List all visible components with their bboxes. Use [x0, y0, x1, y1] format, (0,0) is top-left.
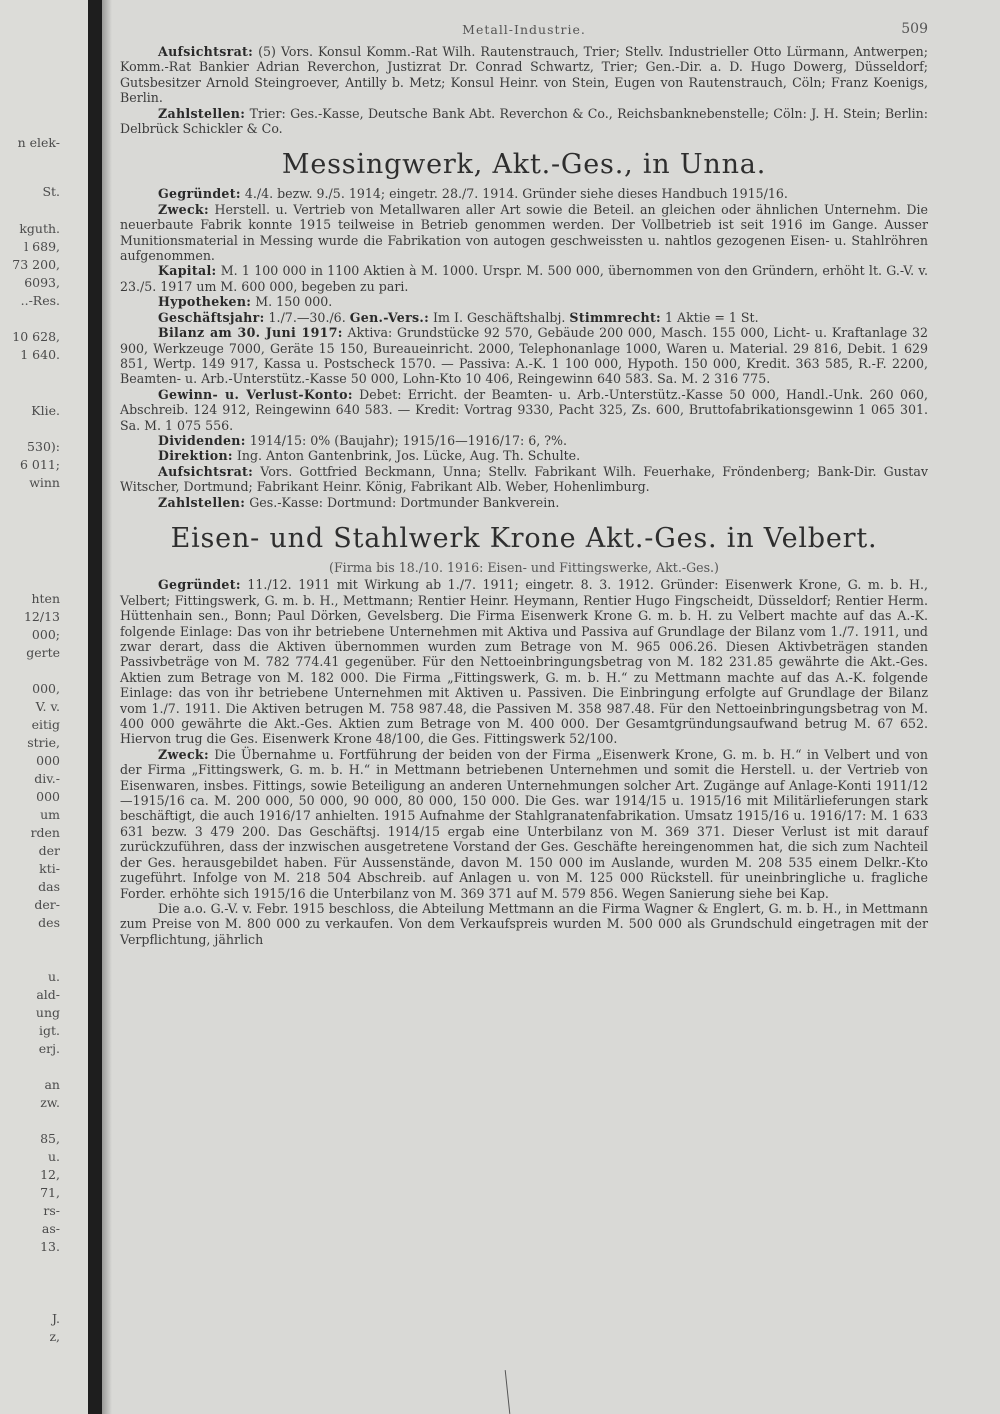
company-block-krone — [120, 577, 928, 947]
margin-fragment: 000; — [31, 627, 60, 642]
margin-fragment: der — [38, 843, 60, 858]
entry-gewinn-verlust: Gewinn- u. Verlust-Konto: Debet: Erricht. der Beamten- u. Arb.-Unterstütz.-Kasse 50 000, Handl.-Unk. 260 060, Abschreib. 124 912, Reingewinn 640 583. — Kredit: Vortrag 9330, Pacht 325, Zs. 600, Bruttofabrikationsgewinn 1 065 301. Sa. M. 1 075 556. — [120, 386, 928, 433]
book-gutter — [88, 0, 102, 1414]
prev-company-tail — [120, 44, 928, 136]
company-title-krone: Eisen- und Stahlwerk Krone Akt.-Ges. in Velbert. — [170, 522, 878, 554]
margin-fragment: u. — [47, 1149, 60, 1164]
margin-fragment: eitig — [31, 717, 60, 732]
margin-fragment: kti- — [39, 861, 60, 876]
margin-fragment: an — [44, 1077, 60, 1092]
margin-fragment: ald- — [36, 987, 60, 1002]
entry-geschaeftsjahr: Geschäftsjahr: 1./7.—30./6. Gen.-Vers.: Im I. Geschäftshalbj. Stimmrecht: 1 Aktie = 1 St. — [158, 309, 759, 325]
page-content — [120, 22, 928, 947]
margin-fragment: l 689, — [24, 239, 60, 254]
entry-hypotheken: Hypotheken: M. 150 000. — [158, 294, 333, 310]
company-block-messingwerk — [120, 186, 928, 510]
margin-fragment: u. — [47, 969, 60, 984]
margin-fragment: Klie. — [31, 403, 60, 418]
entry-direktion: Direktion: Ing. Anton Gantenbrink, Jos. Lücke, Aug. Th. Schulte. — [158, 448, 581, 464]
entry-zahlstellen-2: Zahlstellen: Ges.-Kasse: Dortmund: Dortmunder Bankverein. — [158, 494, 560, 510]
margin-fragment: ung — [35, 1005, 60, 1020]
margin-fragment: kguth. — [19, 221, 60, 236]
paper-crease-mark — [505, 1370, 511, 1414]
margin-fragment: 12/13 — [23, 609, 60, 624]
margin-fragment: das — [38, 879, 60, 894]
margin-fragment: 13. — [40, 1239, 60, 1254]
page-number: 509 — [901, 21, 928, 37]
gutter-shadow — [102, 0, 112, 1414]
margin-fragment: 1 640. — [20, 347, 60, 362]
margin-fragment: div.- — [34, 771, 60, 786]
margin-fragment: 6093, — [24, 275, 60, 290]
margin-fragment: as- — [41, 1221, 60, 1236]
margin-fragment: 000 — [36, 789, 60, 804]
entry-zweck: Zweck: Herstell. u. Vertrieb von Metallwaren aller Art sowie die Beteil. an gleichen oder ähnlichen Unternehm. Die neuerbaute Fabrik konnte 1915 teilweise in Betrieb genommen werden. Der Vollbetrieb ist seit 1916 im Gange. Ausser Munitionsmaterial in Messing wurde die Fabrikation von autogen geschweissten u. nahtlos gezogenen Eisen- u. Stahlröhren aufgenommen. — [120, 201, 928, 264]
margin-fragment: zw. — [40, 1095, 60, 1110]
margin-fragment: n elek- — [17, 135, 60, 150]
entry-aufsichtsrat: Aufsichtsrat: (5) Vors. Konsul Komm.-Rat Wilh. Rautenstrauch, Trier; Stellv. Industrieller Otto Lürmann, Antwerpen; Komm.-Rat Bankier Adrian Reverchon, Justizrat Dr. Conrad Schwartz, Trier; Gen.-Dir. a. D. Hugo Dowerg, Düsseldorf; Gutsbesitzer Arnold Steingroever, Antilly b. Metz; Konsul Heinr. von Stein, Eugen von Rautenstrauch, Cöln; Franz Koenigs, Berlin. — [120, 44, 928, 106]
entry-gegruendet: Gegründet: 4./4. bezw. 9./5. 1914; eingetr. 28./7. 1914. Gründer siehe dieses Handbuch 1915/16. — [158, 186, 788, 202]
entry-zweck-krone: Zweck: Die Übernahme u. Fortführung der beiden von der Firma „Eisenwerk Krone, G. m. b. H.“ in Velbert und von der Firma „Fittingswerk, G. m. b. H.“ in Mettmann betriebenen Unternehmen und somit die Herstell. u. der Vertrieb von Eisenwaren, insbes. Fittings, sowie Beteiligung an anderen Unternehmungen solcher Art. Zugänge auf Anlage-Konti 1911/12—1915/16 ca. M. 200 000, 50 000, 90 000, 80 000, 150 000. Die Ges. war 1914/15 u. 1915/16 mit Militärlieferungen stark beschäftigt, die auch 1916/17 anhielten. 1915 Aufnahme der Stahlgranatenfabrikation. Umsatz 1915/16 u. 1916/17: M. 1 633 631 bezw. 3 479 200. Das Geschäftsj. 1914/15 ergab eine Unterbilanz von M. 369 371. Dieser Verlust ist mit darauf zurückzuführen, dass der inzwischen ausgetretene Vorstand der Ges. Geschäfte hereingenommen hat, die sich zum Nachteil der Ges. herausgebildet haben. Für Aussenstände, davon M. 150 000 im Auslande, wurden M. 208 535 einem Delkr.-Kto zugeführt. Infolge von M. 218 504 Abschreib. auf Anlagen u. von M. 125 000 Rückstell. für uneinbringliche u. fragliche Forder. erhöhte sich 1915/16 die Unterbilanz von M. 369 371 auf M. 579 856. Wegen Sanierung siehe bei Kap. — [120, 746, 928, 901]
margin-fragment: 530): — [27, 439, 60, 454]
running-title: Metall-Industrie. — [462, 22, 586, 37]
margin-fragment: 000 — [36, 753, 60, 768]
margin-fragment: V. v. — [35, 699, 60, 714]
company-subtitle-krone: (Firma bis 18./10. 1916: Eisen- und Fittingswerke, Akt.-Ges.) — [329, 559, 719, 575]
entry-bilanz: Bilanz am 30. Juni 1917: Aktiva: Grundstücke 92 570, Gebäude 200 000, Masch. 155 000, Licht- u. Kraftanlage 32 900, Werkzeuge 7000, Geräte 15 150, Bureaueinricht. 2000, Telephonanlage 1000, Waren u. Material. 29 816, Debit. 1 629 851, Wertp. 149 917, Kassa u. Postscheck 1570. — Passiva: A.-K. 1 100 000, Hypoth. 150 000, Kredit. 363 585, R.-F. 2200, Beamten- u. Arb.-Unterstütz.-Kasse 50 000, Lohn-Kto 10 406, Reingewinn 640 583. Sa. M. 2 316 775. — [120, 325, 928, 387]
margin-fragment: erj. — [38, 1041, 60, 1056]
margin-fragment: ..-Res. — [20, 293, 60, 308]
company-title-messingwerk: Messingwerk, Akt.-Ges., in Unna. — [281, 149, 767, 181]
margin-fragment: des — [38, 915, 60, 930]
margin-fragment: rden — [30, 825, 60, 840]
margin-fragment: 71, — [40, 1185, 60, 1200]
entry-dividenden: Dividenden: 1914/15: 0% (Baujahr); 1915/16—1916/17: 6, ?%. — [158, 432, 567, 448]
margin-fragment: hten — [31, 591, 60, 606]
entry-gegruendet-krone: Gegründet: 11./12. 1911 mit Wirkung ab 1./7. 1911; eingetr. 8. 3. 1912. Gründer: Eisenwerk Krone, G. m. b. H., Velbert; Fittingswerk, G. m. b. H., Mettmann; Rentier Heinr. Heymann, Rentier Hugo Fingscheidt, Düsseldorf; Rentier Herm. Hüttenhain sen., Bonn; Paul Dörken, Gevelsberg. Die Firma Eisenwerk Krone G. m. b. H. zu Velbert machte auf das A.-K. folgende Einlage: Das von ihr betriebene Unternehmen mit Aktiva und Passiva auf Grundlage der Bilanz vom 1./7. 1911, und zwar derart, dass die Aktiven übernommen wurden zum Betrage von M. 965 006.26. Diesen Aktivbeträgen standen Passivbeträge von M. 782 774.41 gegenüber. Für den Nettoeinbringungsbetrag von M. 182 231.85 gewährte die Akt.-Ges. Aktien zum Betrage von M. 182 000. Die Firma „Fittingswerk, G. m. b. H.“ zu Mettmann machte auf das A.-K. folgende Einlage: das von ihr betriebene Unternehmen mit Aktiven u. Passiven. Die Einbringung erfolgte auf Grundlage der Bilanz vom 1./7. 1911. Die Aktiven betrugen M. 758 987.48, die Passiven M. 358 987.48. Für den Nettoeinbringungsbetrag von M. 400 000 gewährte die Akt.-Ges. Aktien zum Betrage von M. 400 000. Der Gesamtgründungsaufwand betrug M. 67 652. Hiervon trug die Ges. Eisenwerk Krone 48/100, die Ges. Fittingswerk 52/100. — [120, 577, 928, 747]
entry-continuation: Die a.o. G.-V. v. Febr. 1915 beschloss, die Abteilung Mettmann an die Firma Wagner & Englert, G. m. b. H., in Mettmann zum Preise von M. 800 000 zu verkaufen. Von dem Verkaufspreis wurden M. 500 000 als Grundschuld eingetragen mit der Verpflichtung, jährlich — [120, 900, 928, 947]
margin-fragment: 000, — [32, 681, 60, 696]
margin-fragment: strie, — [27, 735, 60, 750]
margin-fragment: winn — [29, 475, 60, 490]
entry-kapital: Kapital: M. 1 100 000 in 1100 Aktien à M. 1000. Urspr. M. 500 000, übernommen von den Gründern, erhöht lt. G.-V. v. 23./5. 1917 um M. 600 000, begeben zu pari. — [120, 263, 928, 294]
margin-fragment: der- — [34, 897, 60, 912]
margin-fragment: J. — [51, 1311, 60, 1326]
previous-page-margin — [0, 0, 88, 1414]
margin-fragment: igt. — [39, 1023, 60, 1038]
margin-fragment: 10 628, — [12, 329, 60, 344]
entry-zahlstellen: Zahlstellen: Trier: Ges.-Kasse, Deutsche Bank Abt. Reverchon & Co., Reichsbanknebenstelle; Cöln: J. H. Stein; Berlin: Delbrück Schickler & Co. — [120, 105, 929, 137]
margin-fragment: rs- — [43, 1203, 60, 1218]
margin-fragment: 6 011; — [20, 457, 60, 472]
entry-aufsichtsrat-2: Aufsichtsrat: Vors. Gottfried Beckmann, Unna; Stellv. Fabrikant Wilh. Feuerhake, Fröndenberg; Bank-Dir. Gustav Witscher, Dortmund; Fabrikant Heinr. König, Fabrikant Alb. Weber, Hohenlimburg. — [120, 463, 928, 495]
margin-fragment: gerte — [26, 645, 60, 660]
margin-fragment: um — [40, 807, 60, 822]
margin-fragment: St. — [42, 184, 60, 199]
margin-fragment: z, — [49, 1329, 60, 1344]
margin-fragment: 12, — [40, 1167, 60, 1182]
margin-fragment: 85, — [40, 1131, 60, 1146]
running-header — [120, 22, 928, 44]
margin-fragment: 73 200, — [12, 257, 60, 272]
